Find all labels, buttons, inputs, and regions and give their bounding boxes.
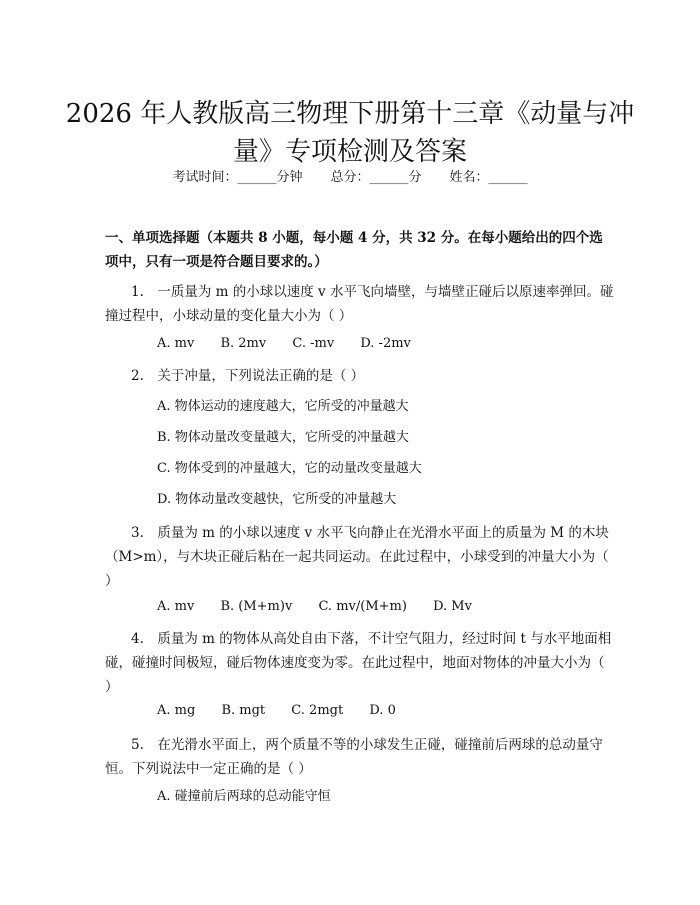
section-heading: 一、单项选择题（本题共 8 小题，每小题 4 分，共 32 分。在每小题给出的四个选项中，只有一项是符合题目要求的。） <box>105 230 603 270</box>
question-2: 2. 关于冲量，下列说法正确的是（ ） <box>131 368 365 384</box>
option: B. (M+m)v <box>220 599 293 614</box>
option: D. 物体动量改变越快，它所受的冲量越大 <box>157 492 397 507</box>
option: B. 物体动量改变量越大，它所受的冲量越大 <box>157 430 409 445</box>
option: A. 碰撞前后两球的总动能守恒 <box>157 789 331 804</box>
option: B. 2mv <box>220 336 267 351</box>
question-4: 4. 质量为 m 的物体从高处自由下落，不计空气阻力，经过时间 t 与水平地面相碰，碰撞时间极短，碰后物体速度变为零。在此过程中，地面对物体的冲量大小为（ ） <box>105 631 612 695</box>
option: A. mv <box>157 336 195 351</box>
option: A. mv <box>157 599 195 614</box>
question-3-options <box>157 597 617 617</box>
option: A. 物体运动的速度越大，它所受的冲量越大 <box>157 399 409 414</box>
option: C. 物体受到的冲量越大，它的动量改变量越大 <box>157 461 422 476</box>
option: D. Mv <box>433 599 472 614</box>
exam-score: 总分：______分 <box>330 170 422 185</box>
option: D. 0 <box>369 703 396 718</box>
question-1-options <box>157 334 617 354</box>
question-4-options <box>157 701 617 721</box>
option: C. -mv <box>292 336 335 351</box>
option: C. 2mgt <box>291 703 344 718</box>
question-1: 1. 一质量为 m 的小球以速度 v 水平飞向墙壁，与墙壁正碰后以原速率弹回。碰撞过程中，小球动量的变化量大小为（ ） <box>105 284 614 324</box>
student-name: 姓名：______ <box>449 170 528 185</box>
question-3: 3. 质量为 m 的小球以速度 v 水平飞向静止在光滑水平面上的质量为 M 的木块（M>m），与木块正碰后粘在一起共同运动。在此过程中，小球受到的冲量大小为（ ） <box>105 525 609 589</box>
option: D. -2mv <box>360 336 411 351</box>
page-title: 2026 年人教版高三物理下册第十三章《动量与冲量》专项检测及答案 <box>65 99 635 168</box>
question-5: 5. 在光滑水平面上，两个质量不等的小球发生正碰，碰撞前后两球的总动量守恒。下列说法中一定正确的是（ ） <box>105 737 603 777</box>
option: B. mgt <box>221 703 266 718</box>
exam-time: 考试时间：______分钟 <box>172 170 303 185</box>
exam-info <box>0 168 700 188</box>
option: C. mv/(M+m) <box>318 599 407 614</box>
option: A. mg <box>157 703 196 718</box>
